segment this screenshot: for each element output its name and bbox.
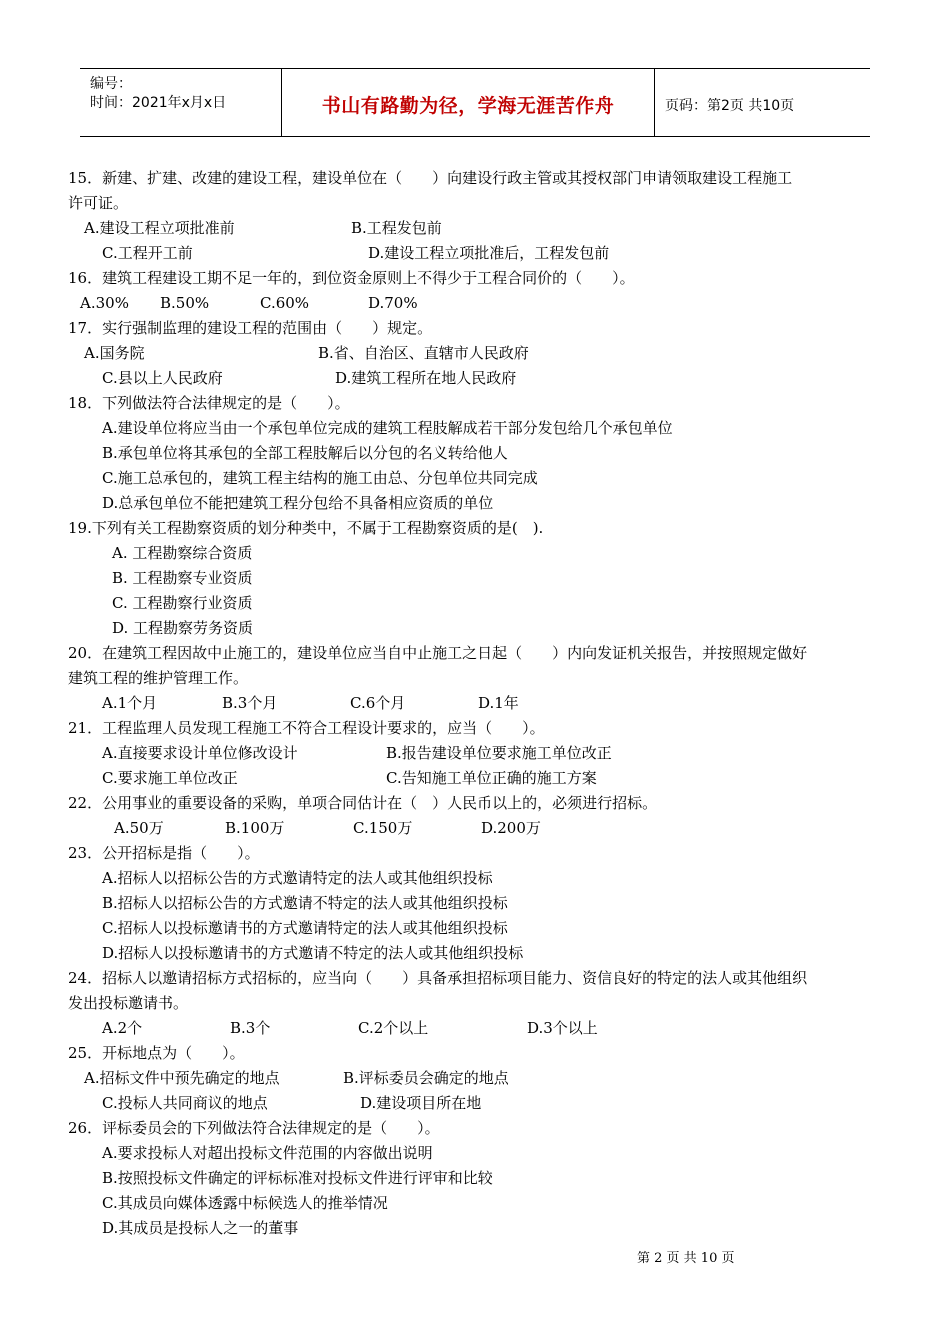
date-label: 时间：2021年x月x日 xyxy=(90,95,227,111)
question-26: 26．评标委员会的下列做法符合法律规定的是（ ）。 xyxy=(68,1119,440,1137)
question-20-cont: 建筑工程的维护管理工作。 xyxy=(68,669,249,687)
option-25-b: B.评标委员会确定的地点 xyxy=(343,1069,509,1087)
page-footer: 第 2 页 共 10 页 xyxy=(637,1251,735,1266)
option-16-b: B.50% xyxy=(160,294,210,312)
question-15: 15．新建、扩建、改建的建设工程，建设单位在（ ）向建设行政主管或其授权部门申请领取建设工程施工 xyxy=(68,169,793,187)
option-23-a: A.招标人以招标公告的方式邀请特定的法人或其他组织投标 xyxy=(102,869,493,887)
option-18-a: A.建设单位将应当由一个承包单位完成的建筑工程肢解成若干部分发包给几个承包单位 xyxy=(102,419,673,437)
option-26-a: A.要求投标人对超出投标文件范围的内容做出说明 xyxy=(102,1144,433,1162)
option-22-a: A.50万 xyxy=(114,819,164,837)
question-17: 17．实行强制监理的建设工程的范围由（ ）规定。 xyxy=(68,319,433,337)
option-17-a: A.国务院 xyxy=(84,344,145,362)
option-19-d: D. 工程勘察劳务资质 xyxy=(112,619,254,637)
option-19-b: B. 工程勘察专业资质 xyxy=(112,569,253,587)
option-23-b: B.招标人以招标公告的方式邀请不特定的法人或其他组织投标 xyxy=(102,894,508,912)
question-16: 16．建筑工程建设工期不足一年的，到位资金原则上不得少于工程合同价的（ ）。 xyxy=(68,269,635,287)
option-22-b: B.100万 xyxy=(225,819,285,837)
option-17-b: B.省、自治区、直辖市人民政府 xyxy=(318,344,529,362)
option-19-c: C. 工程勘察行业资质 xyxy=(112,594,253,612)
header-page-cell xyxy=(655,69,870,136)
question-25: 25．开标地点为（ ）。 xyxy=(68,1044,245,1062)
option-20-d: D.1年 xyxy=(478,694,519,712)
question-19: 19.下列有关工程勘察资质的划分种类中，不属于工程勘察资质的是( ). xyxy=(68,519,544,537)
option-22-d: D.200万 xyxy=(481,819,541,837)
option-24-c: C.2个以上 xyxy=(358,1019,429,1037)
option-26-c: C.其成员向媒体透露中标候选人的推举情况 xyxy=(102,1194,388,1212)
option-16-c: C.60% xyxy=(260,294,310,312)
question-22: 22．公用事业的重要设备的采购，单项合同估计在（ ）人民币以上的，必须进行招标。 xyxy=(68,794,658,812)
option-24-a: A.2个 xyxy=(102,1019,143,1037)
option-20-b: B.3个月 xyxy=(222,694,278,712)
question-21: 21．工程监理人员发现工程施工不符合工程设计要求的，应当（ ）。 xyxy=(68,719,545,737)
option-18-b: B.承包单位将其承包的全部工程肢解后以分包的名义转给他人 xyxy=(102,444,508,462)
option-25-a: A.招标文件中预先确定的地点 xyxy=(84,1069,280,1087)
option-24-b: B.3个 xyxy=(230,1019,271,1037)
option-20-c: C.6个月 xyxy=(350,694,406,712)
question-15-cont: 许可证。 xyxy=(68,194,129,212)
serial-label: 编号： xyxy=(90,76,132,92)
page-info: 页码：第2页 共10页 xyxy=(665,98,795,114)
option-20-a: A.1个月 xyxy=(102,694,158,712)
option-23-c: C.招标人以投标邀请书的方式邀请特定的法人或其他组织投标 xyxy=(102,919,508,937)
option-21-d: C.告知施工单位正确的施工方案 xyxy=(386,769,597,787)
option-25-d: D.建设项目所在地 xyxy=(360,1094,482,1112)
option-15-c: C.工程开工前 xyxy=(102,244,193,262)
option-26-b: B.按照投标文件确定的评标标准对投标文件进行评审和比较 xyxy=(102,1169,493,1187)
question-20: 20．在建筑工程因故中止施工的，建设单位应当自中止施工之日起（ ）内向发证机关报告，并按照规定做好 xyxy=(68,644,808,662)
header-meta-cell xyxy=(80,69,282,136)
option-15-a: A.建设工程立项批准前 xyxy=(84,219,235,237)
question-24-cont: 发出投标邀请书。 xyxy=(68,994,189,1012)
option-15-d: D.建设工程立项批准后，工程发包前 xyxy=(368,244,610,262)
header-motto-cell xyxy=(282,69,655,136)
option-21-c: C.要求施工单位改正 xyxy=(102,769,238,787)
option-24-d: D.3个以上 xyxy=(527,1019,598,1037)
option-21-b: B.报告建设单位要求施工单位改正 xyxy=(386,744,612,762)
option-18-c: C.施工总承包的，建筑工程主结构的施工由总、分包单位共同完成 xyxy=(102,469,538,487)
page-header xyxy=(80,68,870,137)
option-19-a: A. 工程勘察综合资质 xyxy=(112,544,253,562)
option-25-c: C.投标人共同商议的地点 xyxy=(102,1094,268,1112)
option-17-c: C.县以上人民政府 xyxy=(102,369,223,387)
option-22-c: C.150万 xyxy=(353,819,413,837)
question-23: 23．公开招标是指（ ）。 xyxy=(68,844,260,862)
question-24: 24．招标人以邀请招标方式招标的，应当向（ ）具备承担招标项目能力、资信良好的特定的法人或其他组织 xyxy=(68,969,808,987)
question-18: 18．下列做法符合法律规定的是（ ）。 xyxy=(68,394,350,412)
option-23-d: D.招标人以投标邀请书的方式邀请不特定的法人或其他组织投标 xyxy=(102,944,524,962)
option-26-d: D.其成员是投标人之一的董事 xyxy=(102,1219,299,1237)
option-16-d: D.70% xyxy=(368,294,418,312)
option-16-a: A.30% xyxy=(80,294,129,312)
option-21-a: A.直接要求设计单位修改设计 xyxy=(102,744,298,762)
motto: 书山有路勤为径，学海无涯苦作舟 xyxy=(321,95,615,117)
option-15-b: B.工程发包前 xyxy=(351,219,442,237)
option-17-d: D.建筑工程所在地人民政府 xyxy=(335,369,517,387)
option-18-d: D.总承包单位不能把建筑工程分包给不具备相应资质的单位 xyxy=(102,494,494,512)
